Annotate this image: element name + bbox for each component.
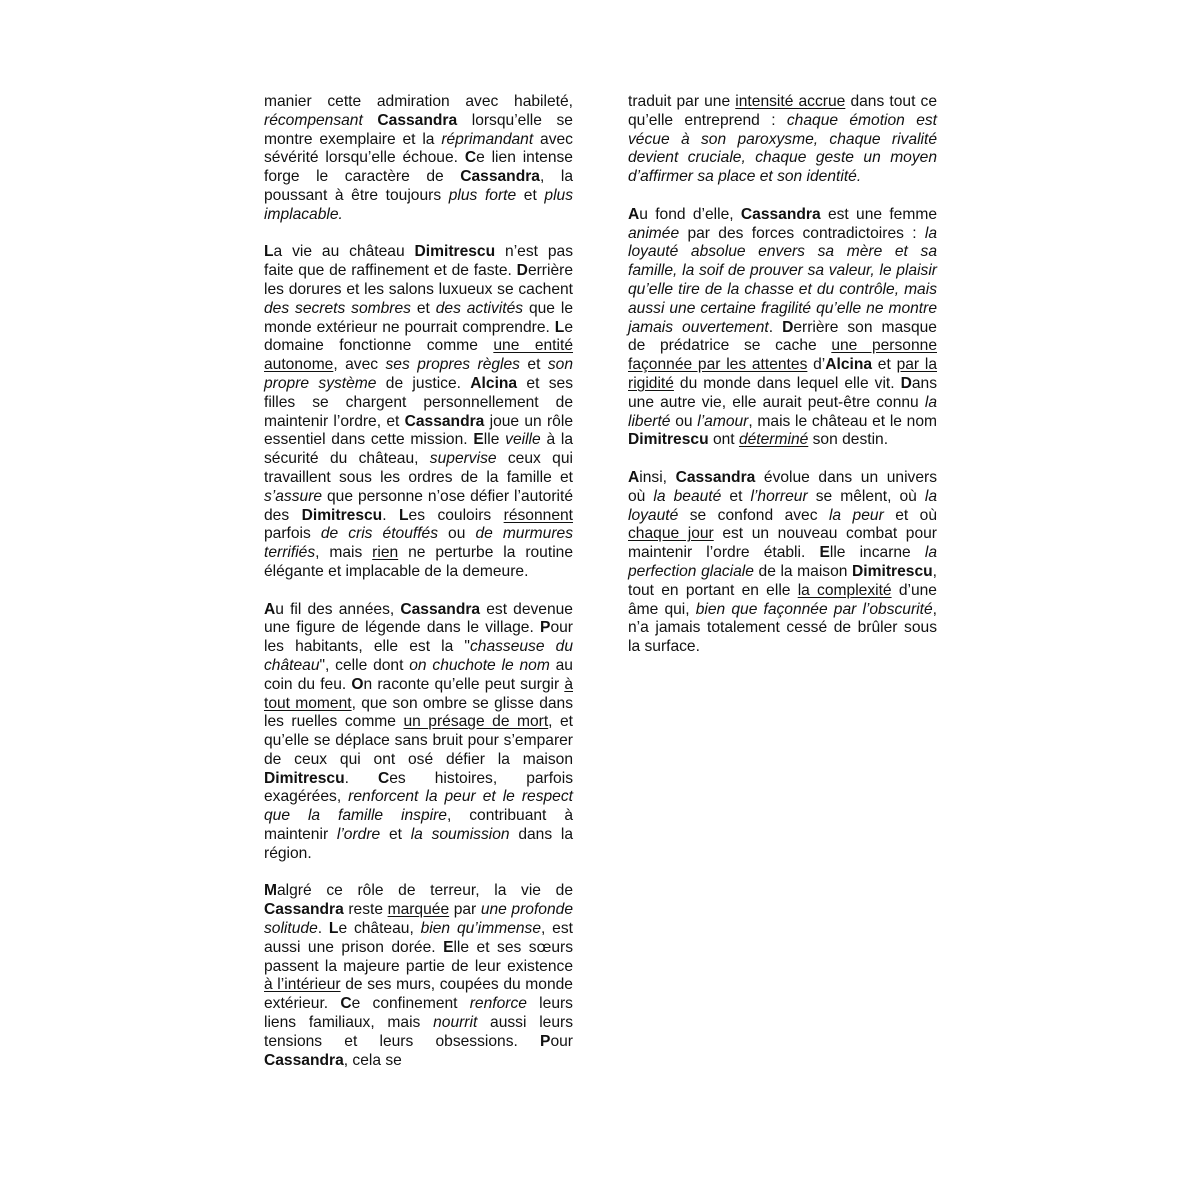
underlined-text: une entité autonome [264,337,573,374]
text-run: algré ce rôle de terreur, la vie de [277,882,573,900]
text-run: de la maison [753,562,853,580]
text-run: , que son ombre se glisse dans les ruelles comme [264,694,574,731]
text-run: et [516,186,545,204]
text-run: errière son masque de prédatrice se cache [628,318,937,355]
paragraph-7 [628,469,937,657]
text-run: our les habitants, elle est la " [264,619,573,656]
italic-text: plus implacable. [264,186,574,223]
italic-text: s’assure [264,487,323,505]
text-run: se mêlent, où [807,487,925,505]
text-run: est devenue une figure de légende dans le village. [264,600,573,637]
bold-text: Dimitrescu [264,769,345,787]
text-run: insi, [639,468,676,486]
text-run: de justice. [376,374,471,392]
text-run: e lien intense forge le caractère de [264,149,573,186]
bold-text: D [900,374,912,392]
underlined-text: une personne façonnée par les attentes [628,337,937,374]
text-run: joue un rôle essentiel dans cette mission. [264,412,573,449]
text-run: est une femme [820,205,937,223]
bold-text: C [340,995,352,1013]
text-run: lle incarne [829,544,925,562]
bold-text: P [540,619,551,637]
bold-text: O [351,675,364,693]
text-run: manier cette admiration avec habileté, [264,93,573,110]
text-run: , n’a jamais totalement cessé de brûler sous la surface. [628,600,937,656]
text-run: , tout en portant en elle [628,562,937,599]
text-run: , et qu’elle se déplace sans bruit pour s’emparer de ceux qui ont osé défier la maison [264,713,573,768]
text-run: e confinement [351,995,470,1013]
text-run: que le monde extérieur ne pourrait comprendre. [264,299,573,336]
text-run: es couloirs [408,506,504,524]
text-run: lle [483,431,506,449]
text-run: ont [708,431,739,449]
text-run: de ses murs, coupées du monde extérieur. [264,976,573,1013]
text-run: que personne n’ose défier l’autorité des [264,487,573,524]
text-run: et [721,487,751,505]
text-run: . [768,318,783,336]
italic-text: des secrets sombres [264,299,411,317]
text-run [363,112,378,129]
text-run: d’une âme qui, [628,581,937,618]
italic-text: la loyauté absolue envers sa mère et sa famille, la soif de prouver sa valeur, le plaisir qu’elle tire de la chasse et du contrôle, mais aussi une certaine fragilité qu’elle ne montre jamais ouvertement [628,224,937,336]
text-run: parfois [264,525,321,543]
bold-text: E [819,544,830,562]
italic-text: veille [505,431,541,449]
bold-text: D [782,318,794,336]
text-run: leurs liens familiaux, mais [264,995,573,1032]
italic-text: la liberté [628,393,937,430]
text-run: traduit par une [628,93,736,110]
text-run: aussi leurs tensions et leurs obsessions. [264,1014,573,1050]
italic-text: chaque émotion est vécue à son paroxysme, chaque rivalité devient cruciale, chaque geste un moyen d’affirmer sa place et son identité. [628,111,937,186]
text-run: d’ [807,356,826,374]
text-run: son destin. [808,431,889,449]
italic-text: la loyauté [628,487,938,524]
paragraph-3 [264,601,573,864]
bold-text: Cassandra [404,412,485,430]
text-run: évolue dans un univers où [628,468,937,505]
text-run: et [380,826,411,844]
bold-text: E [473,431,484,449]
underlined-text: par la rigidité [628,356,938,392]
bold-text: Dimitrescu [301,506,383,524]
text-run: , cela se [343,1051,402,1069]
text-run: . [344,769,378,787]
paragraph-1 [264,93,573,225]
italic-text: bien que façonnée par l’obscurité [695,600,933,618]
bold-text: M [264,882,277,900]
text-run: . [317,920,329,938]
bold-text: C [464,149,477,167]
paragraph-5 [628,93,937,187]
italic-text: de murmures terrifiés [264,525,574,562]
italic-text: réprimandant [441,130,534,148]
text-run: et [410,299,436,317]
italic-text: son propre système [264,356,574,392]
italic-text: supervise [429,450,497,468]
text-run: n raconte qu’elle peut surgir [363,675,565,693]
underlined-text: à l’intérieur [264,976,341,994]
text-run: n’est pas faite que de raffinement et de faste. [264,243,573,280]
text-run: dans la région. [264,826,574,862]
bold-text: P [540,1032,551,1050]
italic-text: plus forte [448,186,517,204]
italic-text: bien qu’immense [420,920,542,938]
text-run: par [449,901,481,919]
underlined-text: marquée [387,901,450,919]
text-run: a vie au château [273,243,415,261]
text-run: es histoires, parfois exagérées, [264,769,573,806]
paragraph-2 [264,243,573,581]
bold-text: Cassandra [264,1051,344,1069]
bold-text: Cassandra [675,468,756,486]
text-run: à la sécurité du château, [264,431,574,468]
italic-text: on chuchote le nom [409,656,550,674]
text-run: , la poussant à être toujours [264,168,574,204]
text-run: u fil des années, [275,600,401,618]
italic-text: nourrit [433,1014,478,1032]
text-run: , mais le château et le nom [748,412,937,430]
bold-text: Cassandra [264,901,344,919]
italic-text: la perfection glaciale [628,544,937,580]
underlined-text: à tout moment [264,675,573,712]
text-run: se confond avec [678,506,829,524]
bold-text: Dimitrescu [852,562,933,580]
text-run: et ses filles se chargent personnellement de maintenir l’ordre, et [264,374,574,430]
italic-text: animée [628,224,680,242]
text-run: au coin du feu. [264,656,573,693]
text-run: par des forces contradictoires : [679,224,925,242]
italic-text: l’horreur [750,487,808,505]
bold-text: Alcina [825,356,873,374]
text-run: lorsqu’elle se montre exemplaire et la [264,111,573,148]
italic-text: l’amour [697,412,749,430]
bold-text: Dimitrescu [628,431,709,449]
right-text-column [628,93,937,657]
bold-text: E [443,938,454,956]
left-text-column [264,93,573,1070]
bold-text: Alcina [470,374,518,392]
underlined-text: chaque jour [628,525,714,543]
italic-text: chasseuse du château [264,638,573,674]
text-run: reste [343,901,388,919]
text-run: e château, [338,920,421,938]
text-run: et [519,356,548,374]
text-run: u fond d’elle, [639,205,741,223]
text-run: et [872,356,897,374]
underlined-text: résonnent [503,506,573,524]
italic-text: de cris étouffés [320,525,439,543]
text-run: du monde dans lequel elle vit. [673,374,901,392]
underlined-text: un présage de mort [403,713,549,731]
bold-text: Cassandra [400,600,481,618]
italic-text: la peur [828,506,884,524]
underlined-text: rien [372,544,399,562]
text-run: dans tout ce qu’elle entreprend : [628,93,937,129]
italic-text: la soumission [410,826,510,844]
underlined-text: la complexité [797,581,892,599]
italic-underlined-text: déterminé [738,431,809,449]
bold-text: Cassandra [740,205,821,223]
text-run: errière les dorures et les salons luxueux se cachent [264,262,573,298]
bold-text: A [264,600,276,618]
text-run: avec sévérité lorsqu’elle échoue. [264,130,573,167]
text-run: ou [438,525,476,543]
bold-text: Cassandra [377,111,458,129]
text-run: , contribuant à maintenir [264,807,573,844]
underlined-text: intensité accrue [735,93,846,110]
bold-text: D [516,262,528,280]
text-run: ceux qui travaillent sous les ordres de la famille et [264,450,573,486]
bold-text: C [377,769,390,787]
bold-text: Cassandra [460,168,540,186]
paragraph-4 [264,882,573,1070]
bold-text: A [628,205,640,223]
bold-text: L [264,243,274,261]
italic-text: renforcent la peur et le respect que la famille inspire [264,788,573,825]
text-run: lle et ses sœurs passent la majeure partie de leur existence [264,938,573,975]
text-run: , mais [315,544,373,562]
text-run: , avec [333,356,386,374]
bold-text: L [328,920,339,938]
italic-text: l’ordre [336,826,381,844]
text-run: ou [670,412,698,430]
italic-text: ses propres règles [385,356,520,374]
text-run: ne perturbe la routine élégante et implacable de la demeure. [264,544,573,580]
bold-text: L [399,506,409,524]
bold-text: L [554,318,565,336]
italic-text: des activités [435,299,524,317]
italic-text: renforce [469,995,527,1013]
text-run: . [382,506,399,524]
text-run: e domaine fonctionne comme [264,318,573,355]
bold-text: A [628,468,640,486]
text-run: est un nouveau combat pour maintenir l’ordre établi. [628,525,937,562]
bold-text: Dimitrescu [414,243,496,261]
text-run: et où [883,506,937,524]
paragraph-6 [628,206,937,450]
text-run: our [550,1032,573,1050]
italic-text: la beauté [653,487,722,505]
text-run: ans une autre vie, elle aurait peut-être connu [628,374,937,411]
italic-text: une profonde solitude [264,901,573,938]
italic-text: récompensant [264,111,363,129]
text-run: , est aussi une prison dorée. [264,920,573,956]
text-run: ", celle dont [319,656,410,674]
